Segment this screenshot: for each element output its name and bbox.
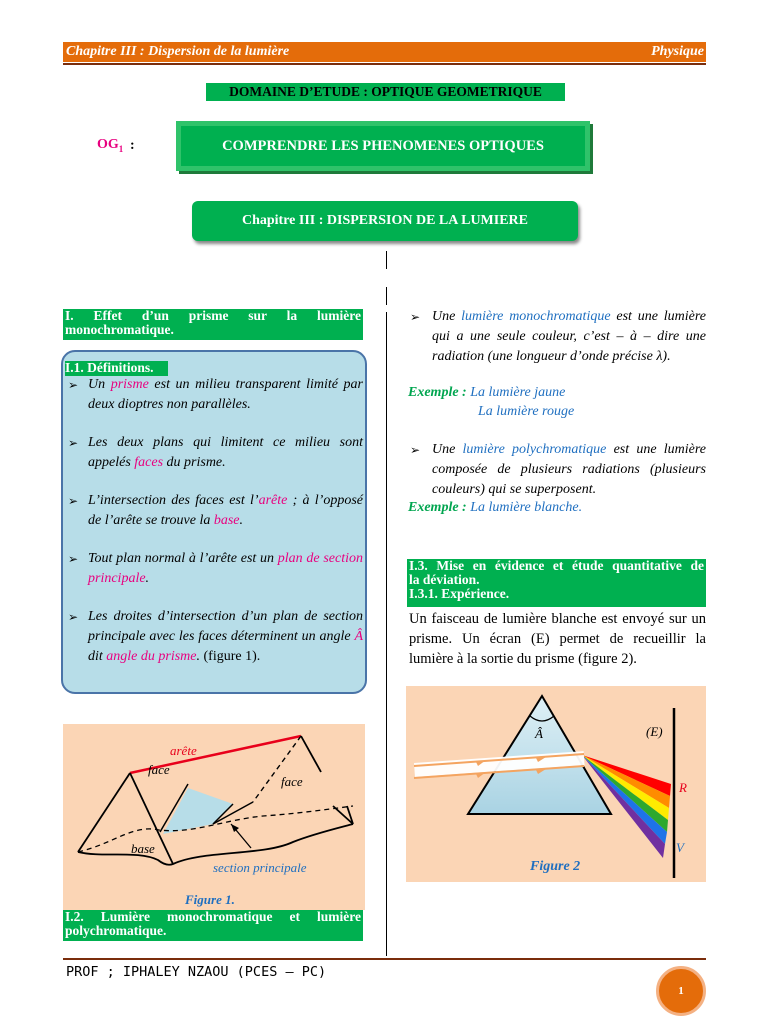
bullet-arrow-icon: ➢	[68, 610, 79, 624]
definition-section: Tout plan normal à l’arête est un plan de section principale.	[88, 551, 363, 586]
bullet-arrow-icon: ➢	[68, 436, 79, 450]
column-separator	[386, 312, 387, 956]
figure2-caption: Figure 2	[530, 859, 581, 874]
bullet-arrow-icon: ➢	[68, 552, 79, 566]
bullet-arrow-icon: ➢	[68, 378, 79, 392]
label-angle: Â	[535, 726, 543, 741]
bullet-arrow-icon: ➢	[410, 310, 421, 324]
section3-title: I.3. Mise en évidence et étude quantitative de la déviation. I.3.1. Expérience.	[407, 559, 706, 607]
dispersion-diagram	[406, 686, 706, 882]
og-label: $OG_1$	[97, 137, 124, 154]
column-separator-top	[386, 251, 387, 269]
definitions-title: I.1. Définitions.	[65, 361, 168, 376]
example-poly: Exemple : La lumière blanche.	[408, 500, 583, 515]
definition-monochromatique: Une lumière monochromatique est une lumière qui a une seule couleur, c’est – à – dire une radiation (une longueur d’onde précise λ).	[432, 309, 707, 364]
bullet-arrow-icon: ➢	[68, 494, 79, 508]
label-arete: arête	[170, 743, 197, 758]
footer-author: PROF ; IPHALEY NZAOU (PCES – PC)	[66, 964, 327, 980]
label-face-left: face	[148, 762, 170, 777]
og-colon: :	[130, 138, 135, 153]
definition-angle: Les droites d’intersection d’un plan de section principale avec les faces déterminent un angle Â dit angle du prisme. (figure 1).	[88, 609, 363, 664]
example-mono: Exemple : La lumière jaune	[408, 385, 566, 400]
section2-title: I.2. Lumière monochromatique et lumière polychromatique.	[63, 910, 363, 941]
column-separator-mid	[386, 287, 387, 305]
definition-arete: L’intersection des faces est l’arête ; à l’opposé de l’arête se trouve la base.	[88, 493, 363, 528]
experience-text: Un faisceau de lumière blanche est envoyé sur un prisme. Un écran (E) permet de recueillir la lumière à la sortie du prisme (figure 2).	[409, 611, 706, 667]
example-mono-line2: La lumière rouge	[478, 404, 575, 419]
footer-divider	[63, 958, 706, 960]
chapter-box: Chapitre III : DISPERSION DE LA LUMIERE	[192, 201, 578, 241]
page-header	[63, 42, 706, 62]
figure2	[406, 686, 706, 882]
section1-title: I. Effet d’un prisme sur la lumière monochromatique.	[63, 309, 363, 340]
figure1-caption: Figure 1.	[185, 892, 235, 907]
label-screen: (E)	[646, 724, 663, 739]
header-chapter: Chapitre III : Dispersion de la lumière	[66, 44, 290, 59]
label-base: base	[131, 841, 155, 856]
header-subject: Physique	[651, 44, 704, 59]
prism-diagram	[63, 724, 365, 910]
og-title-box: COMPRENDRE LES PHENOMENES OPTIQUES	[176, 121, 590, 171]
page-number: 1	[656, 966, 706, 1016]
header-divider	[63, 63, 706, 65]
definition-polychromatique: Une lumière polychromatique est une lumière composée de plusieurs radiations (plusieurs couleurs) qui se superposent.	[432, 442, 706, 497]
label-section: section principale	[213, 860, 307, 875]
bullet-arrow-icon: ➢	[410, 443, 421, 457]
domain-banner: DOMAINE D’ETUDE : OPTIQUE GEOMETRIQUE	[206, 83, 565, 101]
definition-prisme: Un prisme est un milieu transparent limité par deux dioptres non parallèles.	[88, 377, 363, 412]
definition-faces: Les deux plans qui limitent ce milieu sont appelés faces du prisme.	[88, 435, 363, 470]
label-face-right: face	[281, 774, 303, 789]
label-red: R	[679, 780, 687, 795]
label-violet: V	[676, 840, 684, 855]
figure1	[63, 724, 365, 910]
